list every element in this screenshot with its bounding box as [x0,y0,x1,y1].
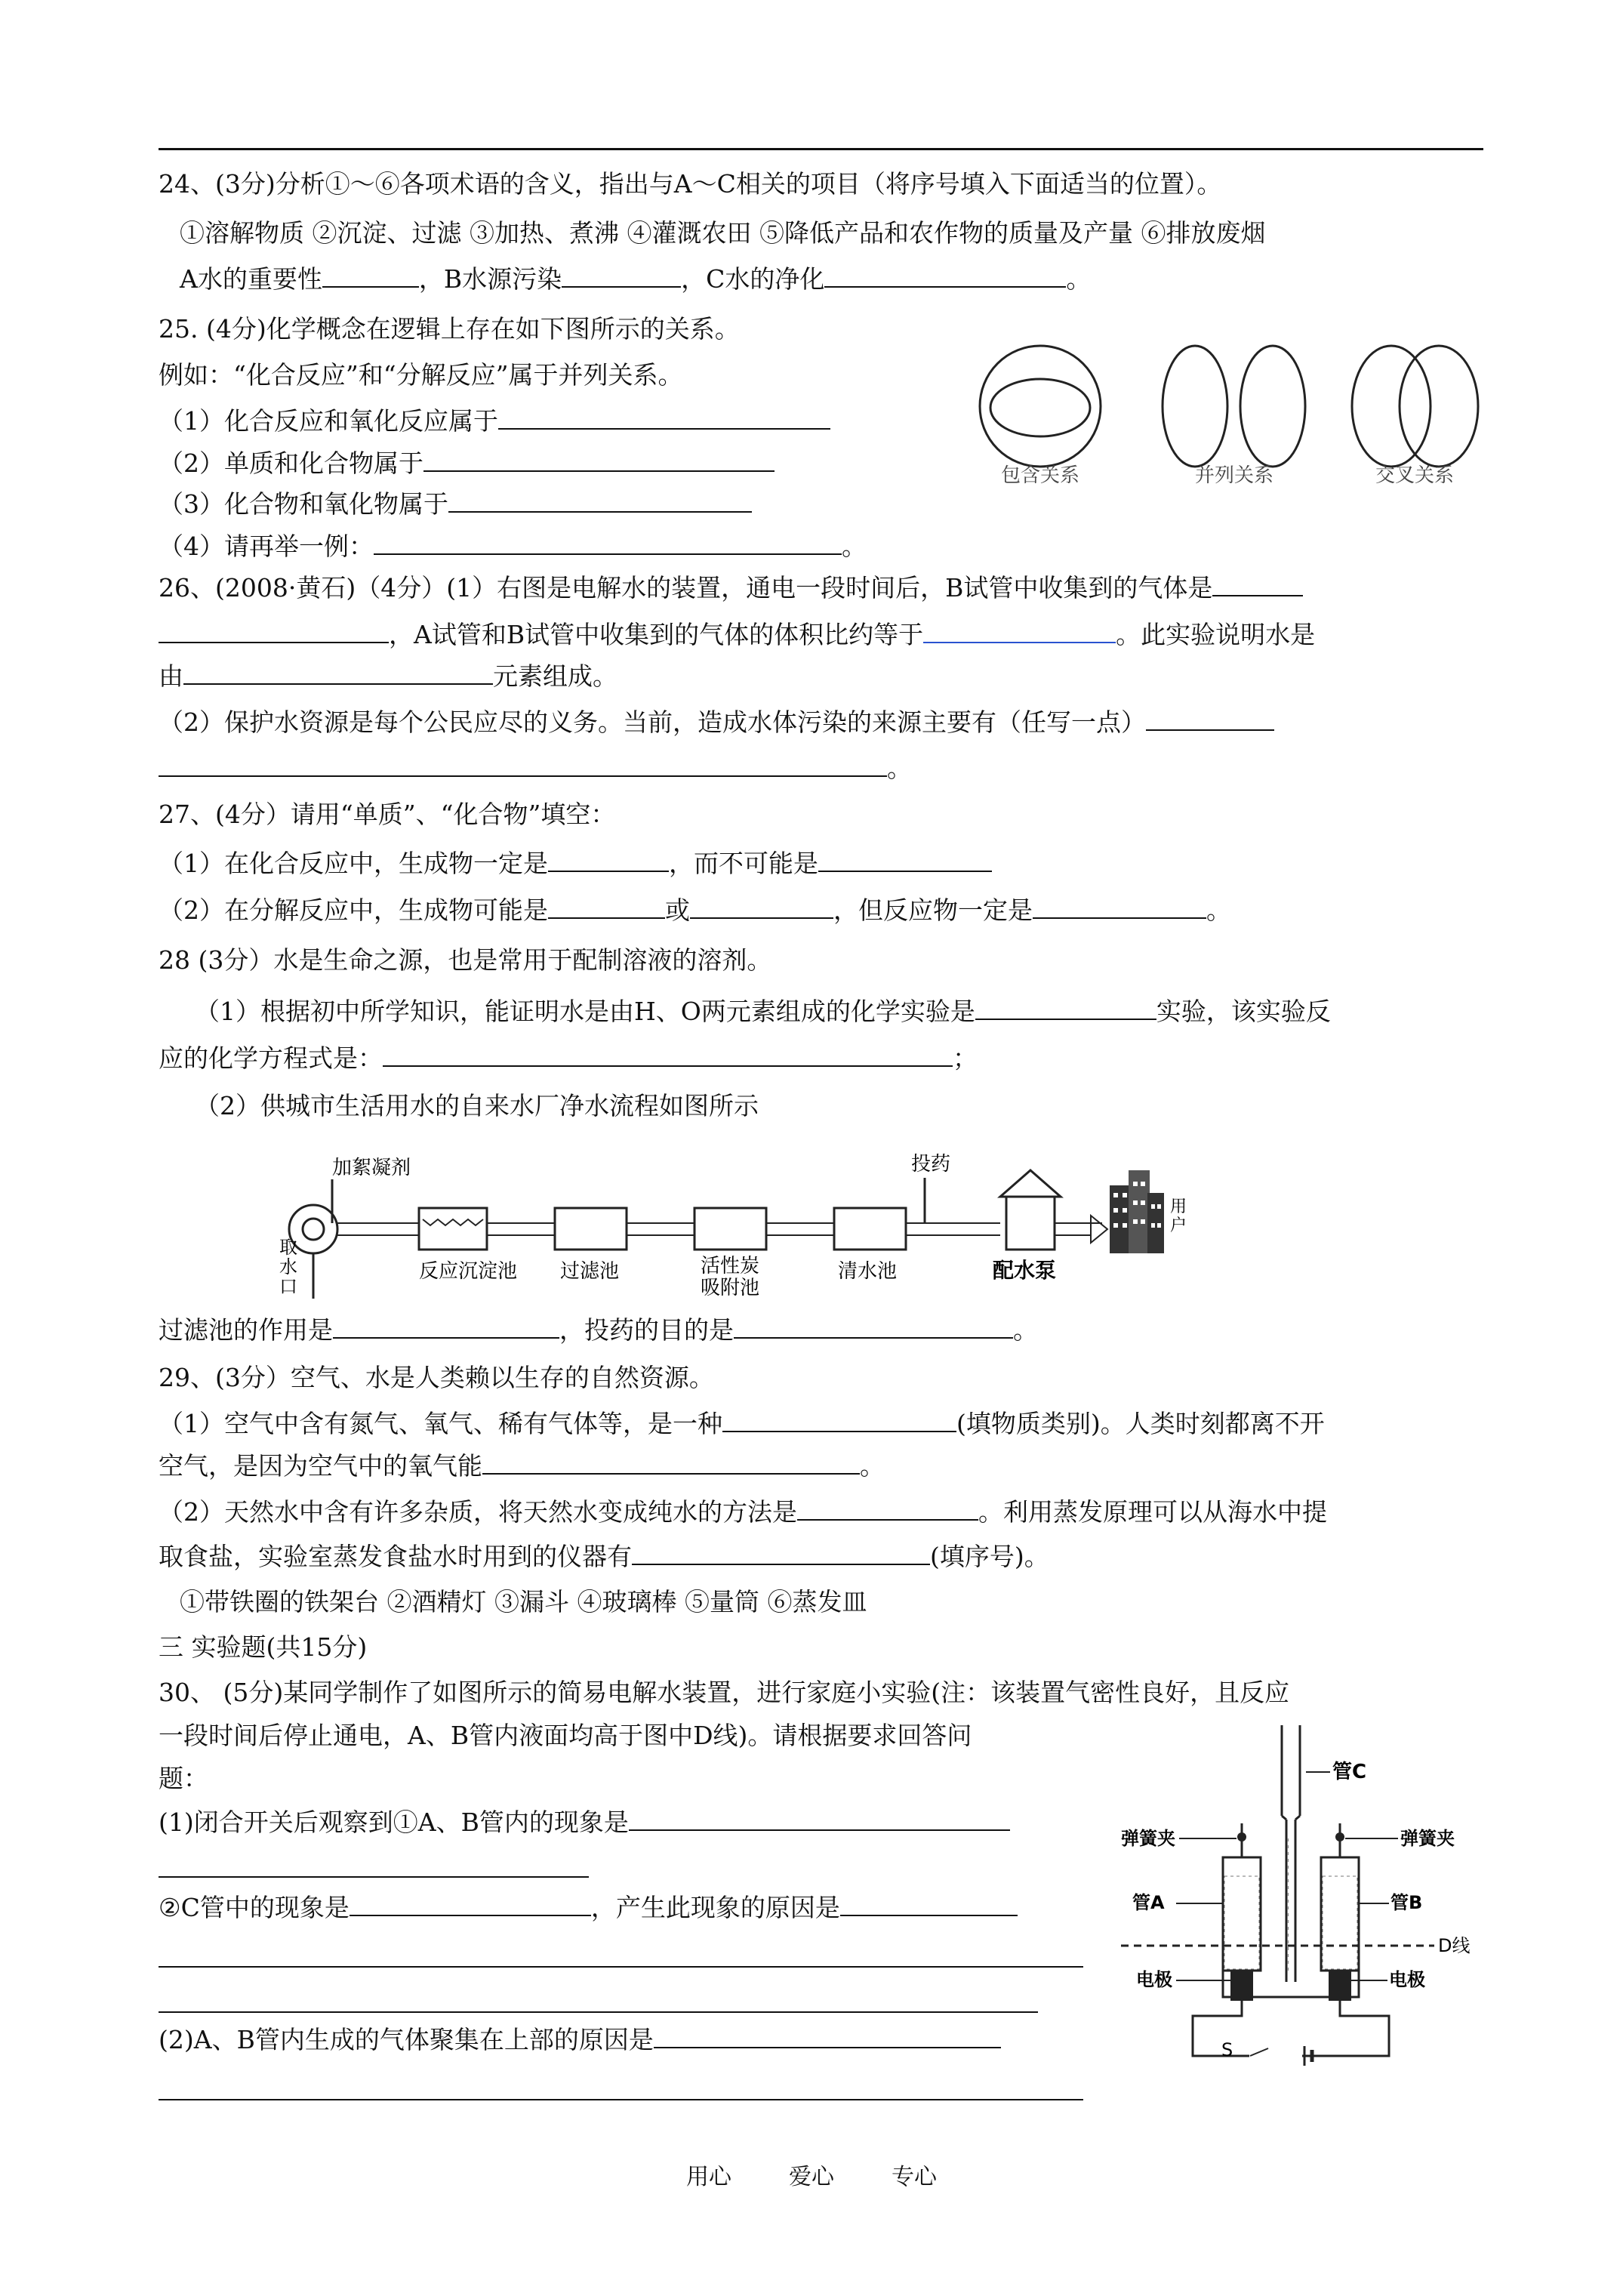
answer-blank[interactable] [383,1043,953,1067]
q25-part1: （1）化合反应和氧化反应属于 [159,405,830,438]
answer-blank[interactable] [632,1541,930,1565]
label-clip-right: 弹簧夹 [1400,1828,1455,1849]
label-pump: 配水泵 [993,1258,1057,1283]
parallel-diagram [1163,346,1305,467]
answer-blank[interactable] [975,996,1156,1020]
q25-part3: （3）化合物和氧化物属于 [159,488,752,521]
q30-part3: (2)A、B管内生成的气体聚集在上部的原因是 [159,2023,1001,2057]
q30-part2: ②C管中的现象是 ，产生此现象的原因是 [159,1891,1018,1925]
q25-part4: （4）请再举一例： 。 [159,532,867,561]
q29-part1b: 空气，是因为空气中的氧气能 。 [159,1451,885,1481]
label-coagulant: 加絮凝剂 [332,1157,411,1179]
answer-line[interactable] [159,2011,1038,2013]
relationship-diagram [966,332,1495,498]
clear-water-tank [834,1208,906,1250]
q29-part2b: 取食盐，实验室蒸发食盐水时用到的仪器有 (填序号)。 [159,1542,1049,1571]
tube-b [1321,1823,1359,1971]
q30-line1: 30、 (5分)某同学制作了如图所示的简易电解水装置，进行家庭小实验(注：该装置气密性良好，且反应 [159,1678,1290,1707]
page-footer: 用心 爱心 专心 [686,2164,937,2190]
answer-line[interactable] [159,2099,1083,2100]
answer-blank[interactable] [690,895,833,919]
q28-part1b: 应的化学方程式是： ； [159,1043,978,1073]
answer-blank[interactable] [722,1408,956,1432]
section-3-title: 三 实验题(共15分) [159,1632,368,1662]
label-sedimentation: 反应沉淀池 [419,1260,518,1283]
tube-c [1282,1725,1300,1982]
label-user-2: 户 [1170,1216,1187,1235]
answer-blank[interactable] [1146,707,1274,731]
q24-title: 24、(3分)分析①～⑥各项术语的含义，指出与A～C相关的项目（将序号填入下面适当的位置）。 [159,169,1222,199]
label-user-1: 用 [1170,1197,1187,1216]
answer-blank[interactable] [159,753,887,777]
answer-blank[interactable] [548,895,665,919]
q26-line4: （2）保护水资源是每个公民应尽的义务。当前，造成水体污染的来源主要有（任写一点） [159,706,1274,739]
answer-blank[interactable] [322,264,419,288]
q25-part2: （2）单质和化合物属于 [159,447,775,480]
answer-line[interactable] [159,1966,1083,1968]
label-intake-2: 水 [279,1256,297,1277]
label-dosing: 投药 [911,1153,951,1176]
q28-questions: 过滤池的作用是 ，投药的目的是 。 [159,1315,1038,1345]
answer-blank[interactable] [840,1892,1018,1916]
q27-title: 27、(4分）请用“单质”、“化合物”填空： [159,800,616,829]
answer-blank[interactable] [629,1807,1010,1831]
answer-blank[interactable] [797,1496,978,1521]
q29-options: ①带铁圈的铁架台 ②酒精灯 ③漏斗 ④玻璃棒 ⑤量筒 ⑥蒸发皿 [180,1587,867,1616]
answer-blank[interactable] [818,848,992,872]
q30-line3: 题： [159,1764,208,1793]
answer-blank[interactable] [482,1450,860,1475]
q29-part2: （2）天然水中含有许多杂质，将天然水变成纯水的方法是 。利用蒸发原理可以从海水中提 [159,1497,1327,1527]
q26-line3: 由 元素组成。 [159,661,617,691]
pump-house [1006,1197,1055,1250]
label-tube-b: 管B [1390,1892,1423,1913]
q27-part1: （1）在化合反应中，生成物一定是 ，而不可能是 [159,847,992,880]
label-carbon-1: 活性炭 [701,1255,760,1277]
q28-part1: （1）根据初中所学知识，能证明水是由H、O两元素组成的化学实验是 实验，该实验反 [195,997,1331,1026]
header-rule [159,148,1483,150]
label-switch: S [1221,2039,1233,2060]
buildings-icon [1110,1170,1164,1253]
label-carbon-2: 吸附池 [701,1277,760,1299]
label-intake-1: 取 [279,1237,297,1258]
answer-blank[interactable] [562,264,681,288]
label-clear: 清水池 [838,1260,898,1283]
intersection-diagram [1352,346,1478,467]
pump-house-roof [1000,1170,1061,1197]
electrolysis-apparatus [1117,1725,1495,2073]
label-intake-3: 口 [279,1276,297,1297]
arrow-to-user [1091,1216,1107,1243]
q28-title: 28 (3分）水是生命之源，也是常用于配制溶液的溶剂。 [159,945,772,975]
q26-line1: 26、(2008·黄石)（4分）(1）右图是电解水的装置，通电一段时间后，B试管中收集到的气体是 [159,572,1303,605]
q29-title: 29、(3分）空气、水是人类赖以生存的自然资源。 [159,1363,714,1392]
label-inclusion: 包含关系 [1000,464,1080,487]
label-electrode-right: 电极 [1389,1969,1425,1990]
q30-part1: (1)闭合开关后观察到①A、B管内的现象是 [159,1806,1010,1839]
answer-line[interactable] [159,1876,589,1878]
label-parallel: 并列关系 [1194,464,1274,487]
q24-blanks: A水的重要性 ，B水源污染 ，C水的净化 。 [180,264,1092,294]
answer-blank[interactable] [923,619,1116,643]
water-treatment-flow [260,1140,1242,1314]
answer-blank[interactable] [159,619,389,643]
answer-blank[interactable] [548,848,669,872]
electrode-right [1329,1971,1351,2001]
q26-line5: 。 [159,752,912,785]
answer-blank[interactable] [183,661,493,685]
answer-blank[interactable] [1212,572,1303,596]
q30-line2: 一段时间后停止通电，A、B管内液面均高于图中D线)。请根据要求回答问 [159,1721,972,1750]
q28-part2: （2）供城市生活用水的自来水厂净水流程如图所示 [195,1091,759,1120]
inclusion-diagram [980,346,1101,467]
q25-example: 例如：“化合反应”和“分解反应”属于并列关系。 [159,360,683,390]
label-clip-left: 弹簧夹 [1121,1828,1175,1849]
sedimentation-tank [419,1208,487,1250]
q25-title: 25. (4分)化学概念在逻辑上存在如下图所示的关系。 [159,314,740,344]
answer-blank[interactable] [654,2024,1001,2048]
answer-blank[interactable] [498,405,830,430]
answer-blank[interactable] [824,264,1066,288]
q29-part1: （1）空气中含有氮气、氧气、稀有气体等，是一种 (填物质类别)。人类时刻都离不开 [159,1409,1325,1438]
label-d-line: D线 [1438,1935,1471,1956]
label-intersection: 交叉关系 [1375,464,1455,487]
label-tube-c: 管C [1332,1761,1367,1783]
answer-blank[interactable] [423,448,775,472]
answer-blank[interactable] [1033,895,1206,919]
q27-part2: （2）在分解反应中，生成物可能是 或 ，但反应物一定是 。 [159,895,1231,925]
electrode-left [1230,1971,1253,2001]
label-electrode-left: 电极 [1136,1969,1172,1990]
label-filter: 过滤池 [560,1260,620,1283]
answer-blank[interactable] [333,1314,559,1339]
answer-blank[interactable] [374,531,842,555]
tube-a [1223,1823,1261,1971]
q26-line2: ，A试管和B试管中收集到的气体的体积比约等于 。此实验说明水是 [159,618,1315,652]
answer-blank[interactable] [734,1314,1013,1339]
label-tube-a: 管A [1132,1892,1165,1913]
answer-blank[interactable] [350,1892,591,1916]
q24-options: ①溶解物质 ②沉淀、过滤 ③加热、煮沸 ④灌溉农田 ⑤降低产品和农作物的质量及产量 ⑥排放废烟 [180,218,1266,248]
answer-blank[interactable] [448,488,752,513]
carbon-tank [694,1208,766,1250]
filter-tank [555,1208,627,1250]
